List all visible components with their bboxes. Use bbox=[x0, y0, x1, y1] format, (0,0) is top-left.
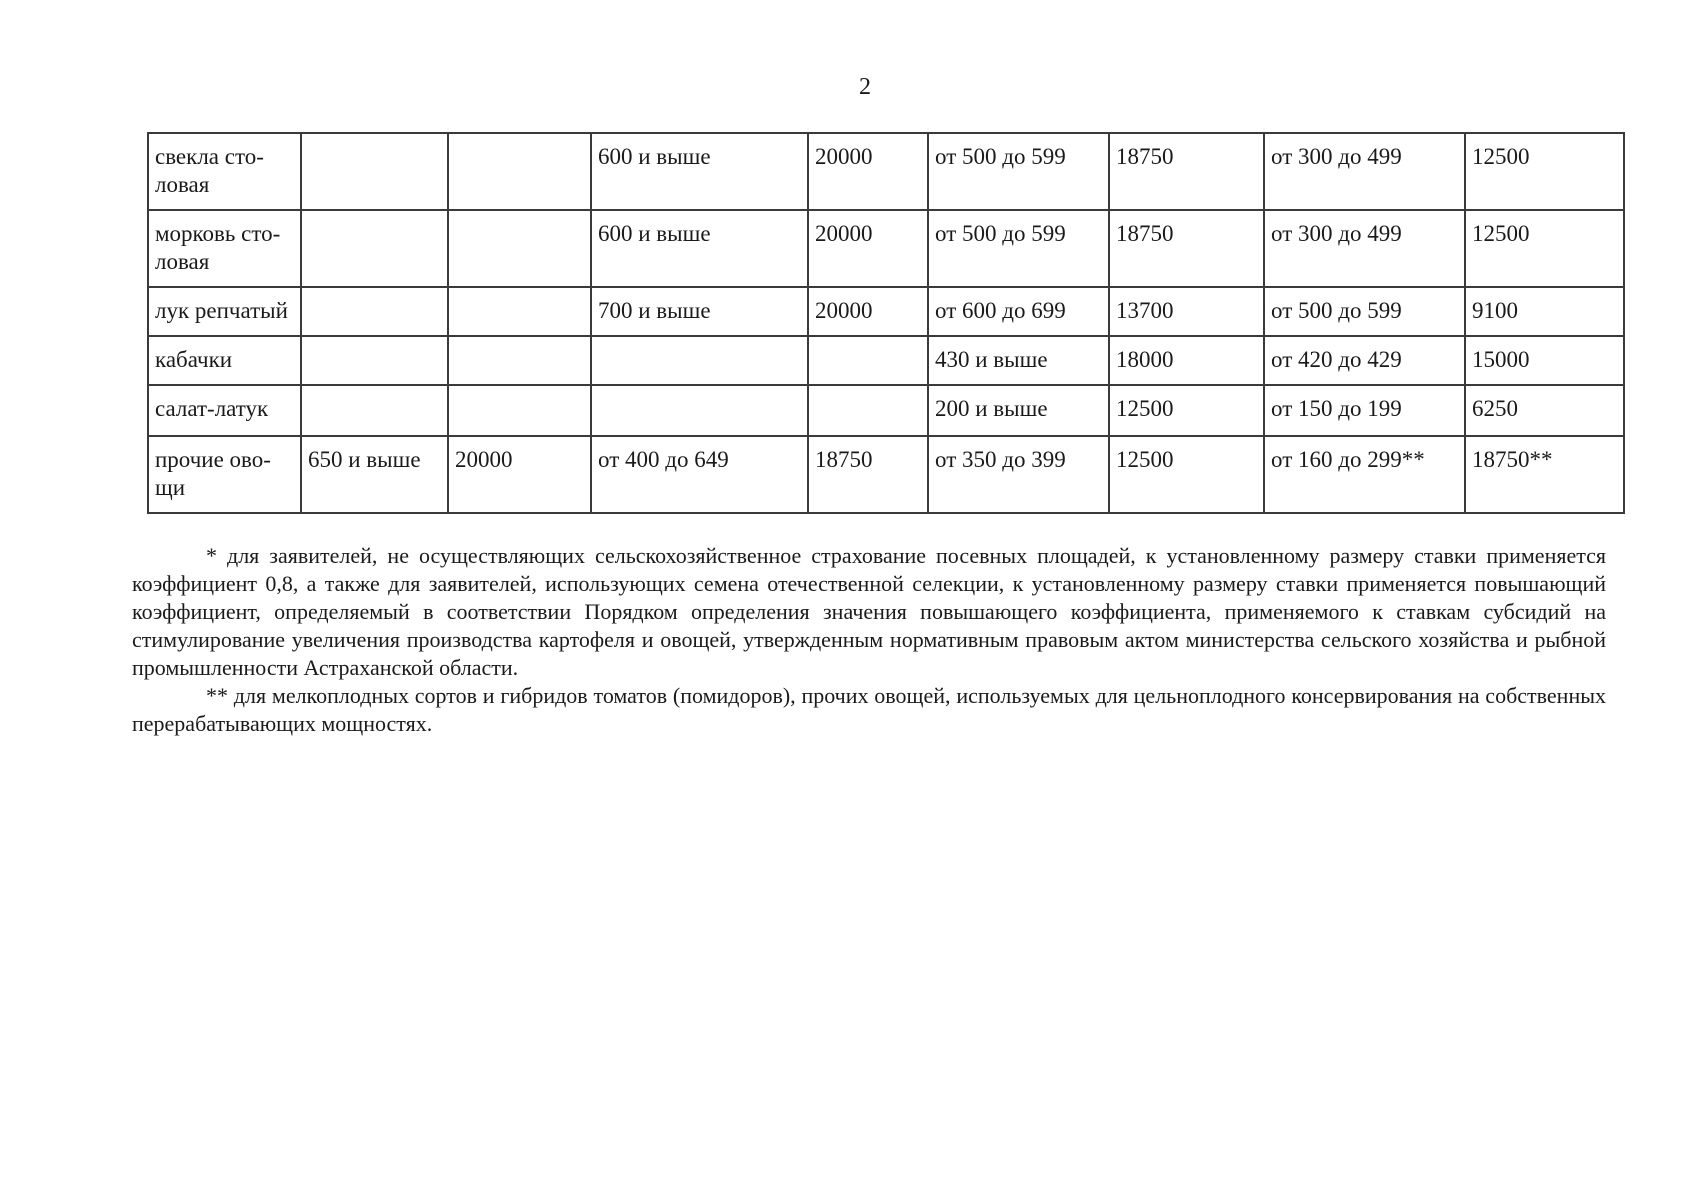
table-cell: от 500 до 599 bbox=[928, 133, 1109, 210]
footnote-single-asterisk: * для заявителей, не осуществляющих сельскохозяйственное страхование посевных площадей, к установленному размеру ставки применяется коэффициент 0,8, а также для заявителей, использующих семена отечественной селекции, к установленному размеру ставки применяется повышающий коэффициент, определяемый в соответствии Порядком определения значения повышающего коэффициента, применяемого к ставкам субсидий на стимулирование увеличения производства картофеля и овощей, утвержденным нормативным правовым актом министерства сельского хозяйства и рыбной промышленности Астраханской области. bbox=[132, 543, 1606, 680]
table-cell: 18750** bbox=[1465, 436, 1624, 513]
crop-name-cell: кабачки bbox=[148, 336, 301, 385]
table-cell bbox=[808, 336, 928, 385]
table-cell: 650 и выше bbox=[301, 436, 448, 513]
table-cell: 12500 bbox=[1109, 385, 1264, 436]
crop-name-cell: свекла сто- ловая bbox=[148, 133, 301, 210]
table-cell: 700 и выше bbox=[591, 287, 808, 336]
table-cell: от 350 до 399 bbox=[928, 436, 1109, 513]
table-cell: 600 и выше bbox=[591, 210, 808, 287]
table-cell bbox=[301, 133, 448, 210]
table-cell: от 160 до 299** bbox=[1264, 436, 1465, 513]
table-cell: от 420 до 429 bbox=[1264, 336, 1465, 385]
table-cell bbox=[448, 385, 591, 436]
table-cell bbox=[301, 336, 448, 385]
table-cell bbox=[591, 336, 808, 385]
table-cell: 18750 bbox=[1109, 133, 1264, 210]
table-cell bbox=[591, 385, 808, 436]
table-cell: 20000 bbox=[448, 436, 591, 513]
table-body bbox=[148, 133, 1624, 513]
footnotes bbox=[132, 542, 1606, 738]
table-cell: 6250 bbox=[1465, 385, 1624, 436]
table-cell bbox=[448, 287, 591, 336]
table-cell bbox=[448, 210, 591, 287]
crop-name-cell: морковь сто- ловая bbox=[148, 210, 301, 287]
table-cell bbox=[301, 210, 448, 287]
table-row bbox=[148, 336, 1624, 385]
table-cell: от 400 до 649 bbox=[591, 436, 808, 513]
table-cell: 12500 bbox=[1109, 436, 1264, 513]
table-cell: 18750 bbox=[808, 436, 928, 513]
table-cell: 20000 bbox=[808, 133, 928, 210]
table-cell: 20000 bbox=[808, 210, 928, 287]
table-cell: 9100 bbox=[1465, 287, 1624, 336]
table-cell: от 600 до 699 bbox=[928, 287, 1109, 336]
table-cell bbox=[808, 385, 928, 436]
table-cell: 13700 bbox=[1109, 287, 1264, 336]
table-cell: от 150 до 199 bbox=[1264, 385, 1465, 436]
table-cell: 200 и выше bbox=[928, 385, 1109, 436]
table-cell: 600 и выше bbox=[591, 133, 808, 210]
table-cell: от 300 до 499 bbox=[1264, 210, 1465, 287]
table-cell: 20000 bbox=[808, 287, 928, 336]
table-cell: 430 и выше bbox=[928, 336, 1109, 385]
table-row bbox=[148, 385, 1624, 436]
crop-name-cell: салат-латук bbox=[148, 385, 301, 436]
crop-name-cell: лук репчатый bbox=[148, 287, 301, 336]
table-cell bbox=[448, 133, 591, 210]
table-cell: 12500 bbox=[1465, 133, 1624, 210]
table-cell: 18750 bbox=[1109, 210, 1264, 287]
table-row bbox=[148, 287, 1624, 336]
crop-name-cell: прочие ово- щи bbox=[148, 436, 301, 513]
subsidy-rates-table bbox=[147, 132, 1625, 514]
table-cell bbox=[301, 287, 448, 336]
footnote-double-asterisk: ** для мелкоплодных сортов и гибридов томатов (помидоров), прочих овощей, используемых для цельноплодного консервирования на собственных перерабатывающих мощностях. bbox=[132, 683, 1606, 736]
table-cell: от 300 до 499 bbox=[1264, 133, 1465, 210]
table-cell: от 500 до 599 bbox=[928, 210, 1109, 287]
table-cell bbox=[448, 336, 591, 385]
page-number: 2 bbox=[859, 74, 871, 100]
table-row bbox=[148, 210, 1624, 287]
table-row bbox=[148, 133, 1624, 210]
table-cell bbox=[301, 385, 448, 436]
table-cell: от 500 до 599 bbox=[1264, 287, 1465, 336]
table-cell: 12500 bbox=[1465, 210, 1624, 287]
table-cell: 15000 bbox=[1465, 336, 1624, 385]
table-cell: 18000 bbox=[1109, 336, 1264, 385]
table-row bbox=[148, 436, 1624, 513]
